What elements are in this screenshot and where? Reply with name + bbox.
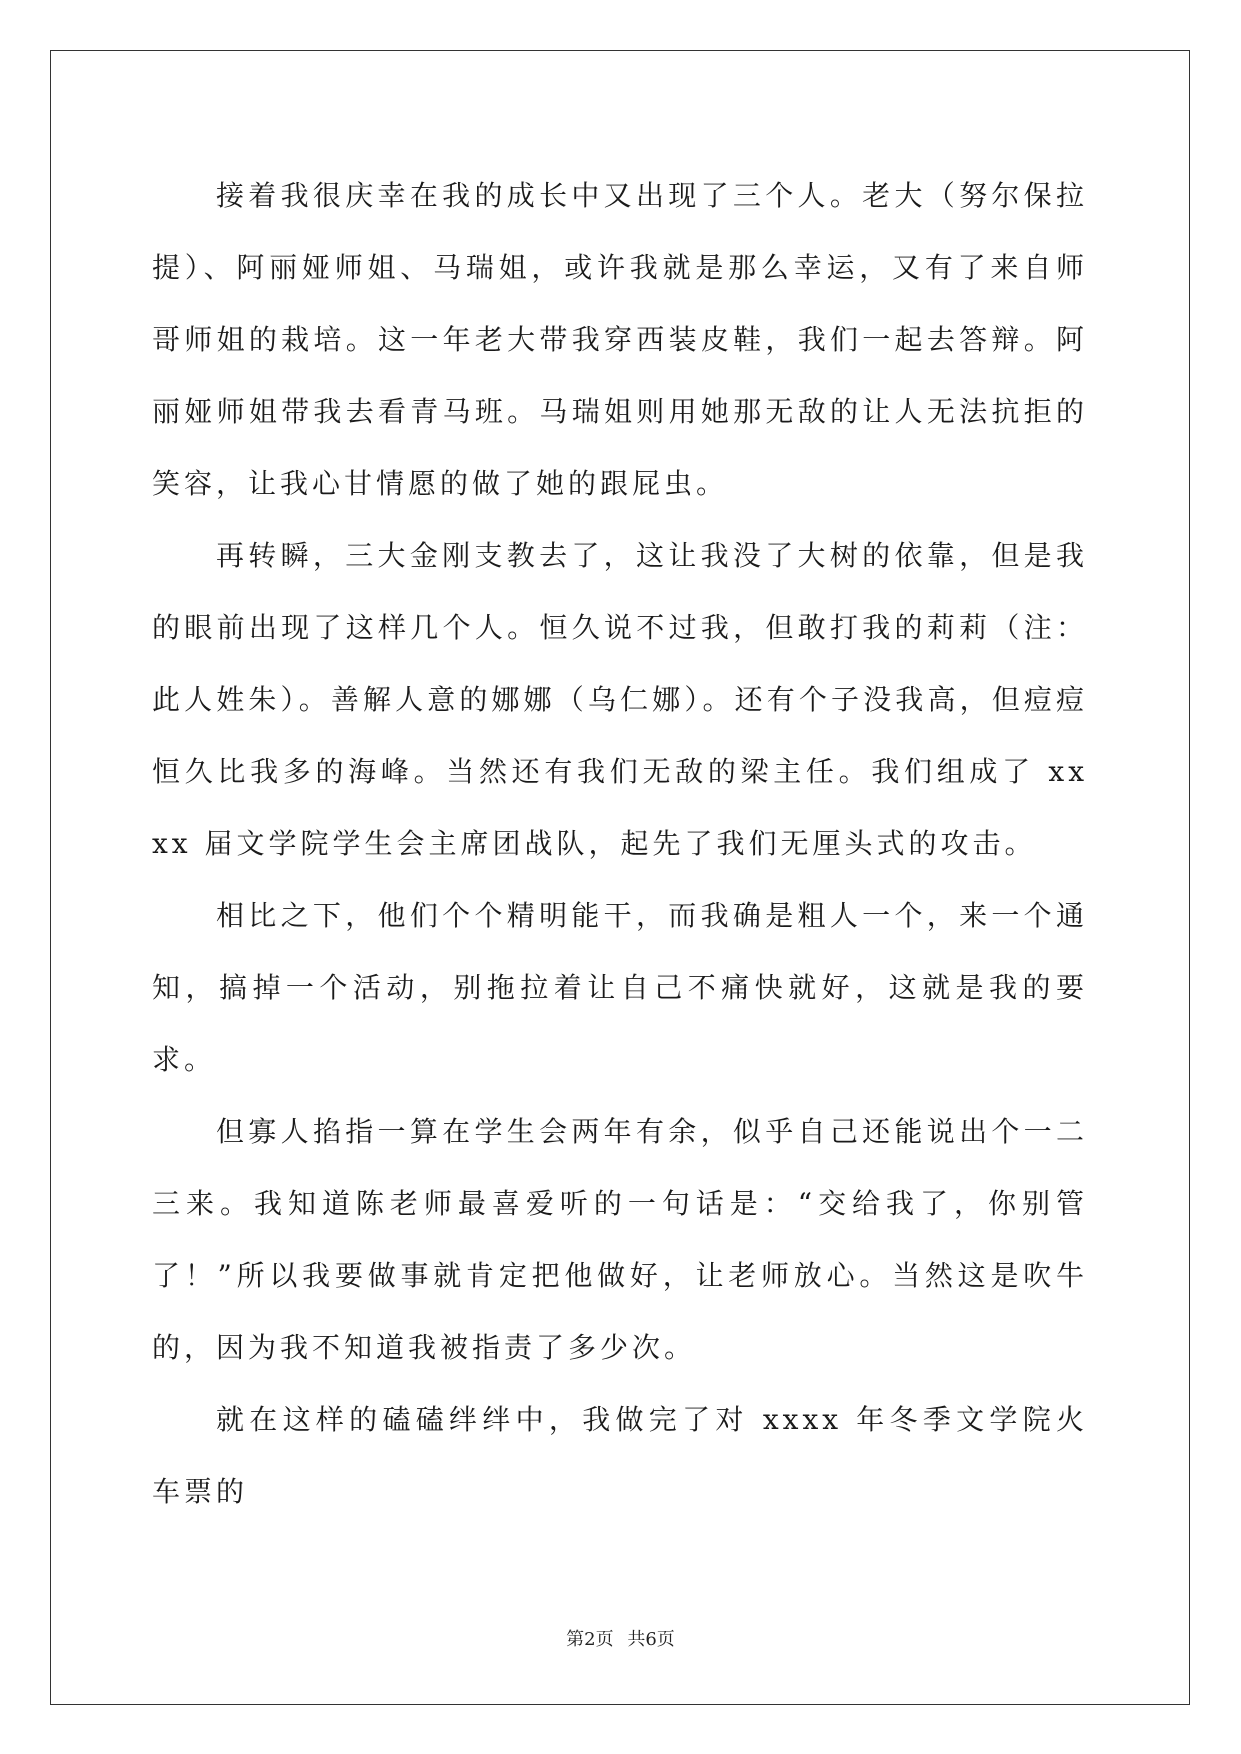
paragraph-1: 接着我很庆幸在我的成长中又出现了三个人。老大（努尔保拉提）、阿丽娅师姐、马瑞姐，或许我就是那么幸运，又有了来自师哥师姐的栽培。这一年老大带我穿西装皮鞋，我们一起去答辩。阿丽娅师姐带我去看青马班。马瑞姐则用她那无敌的让人无法抗拒的笑容，让我心甘情愿的做了她的跟屁虫。 [152,179,1088,500]
page-footer [0,1625,1241,1651]
paragraph-2: 再转瞬，三大金刚支教去了，这让我没了大树的依靠，但是我的眼前出现了这样几个人。恒久说不过我，但敢打我的莉莉（注：此人姓朱）。善解人意的娜娜（乌仁娜）。还有个子没我高，但痘痘恒久比我多的海峰。当然还有我们无敌的梁主任。我们组成了 xxxx 届文学院学生会主席团战队，起先了我们无厘头式的攻击。 [152,539,1088,860]
paragraph-5: 就在这样的磕磕绊绊中，我做完了对 xxxx 年冬季文学院火车票的 [152,1403,1088,1508]
paragraph-4: 但寡人掐指一算在学生会两年有余，似乎自己还能说出个一二三来。我知道陈老师最喜爱听的一句话是：“交给我了，你别管了！”所以我要做事就肯定把他做好，让老师放心。当然这是吹牛的，因为我不知道我被指责了多少次。 [152,1115,1088,1364]
page-number: 第2页 [566,1629,614,1650]
page-total: 共6页 [627,1629,675,1650]
paragraph-3: 相比之下，他们个个精明能干，而我确是粗人一个，来一个通知，搞掉一个活动，别拖拉着让自己不痛快就好，这就是我的要求。 [152,899,1088,1076]
document-body [152,160,1088,1528]
